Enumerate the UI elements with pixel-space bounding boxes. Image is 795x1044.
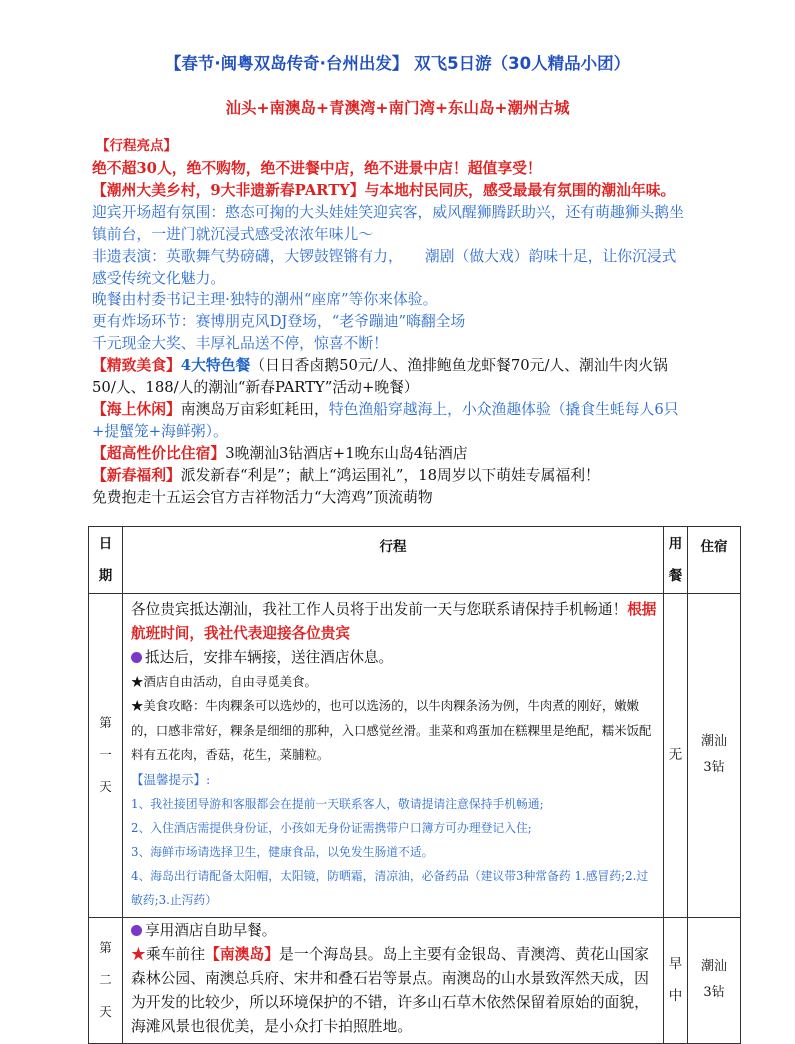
welcome-line: 迎宾开场超有氛围：憨态可掬的大头娃娃笑迎宾客，威风醒狮腾跃助兴，还有萌趣狮头鹅坐镇前台，一进门就沉浸式感受浓浓年味儿～: [92, 203, 684, 243]
day-1-tips-heading: 【温馨提示】:: [131, 771, 211, 787]
day-1-food: ★美食攻略：牛肉粿条可以选炒的，也可以选汤的，以牛肉粿条汤为例，牛肉煮的刚好，嫩嫩的，口感非常好，粿条是细细的那种，入口感觉丝滑。韭菜和鸡蛋加在糕粿里是绝配，糯米饭配料有五花肉，香菇，花生，菜脯粒。: [131, 698, 652, 763]
food-text: （日日香卤鹅50元/人、渔排鲍鱼龙虾餐70元/人、潮汕牛肉火锅50/人、188/人的潮汕“新春PARTY”活动+晚餐）: [92, 357, 668, 397]
gift-text: 派发新春“利是”；献上“鸿运围礼”，18周岁以下萌娃专属福利！: [180, 466, 600, 484]
no-shopping-line: 绝不超30人，绝不购物，绝不进餐中店，绝不进景中店！超值享受！: [92, 160, 542, 177]
sea-line: [92, 399, 688, 443]
highlights-section: [92, 158, 688, 509]
day-1-cell: [89, 594, 123, 918]
day-2-breakfast-text: 享用酒店自助早餐。: [145, 921, 277, 939]
header-meal: [664, 527, 688, 594]
day-2-ride: 乘车前往: [145, 945, 206, 963]
day-2-label: 第二天: [99, 940, 112, 1020]
page-title: 【春节·闽粤双岛传奇·台州出发】 双飞5日游（30人精品小团）: [164, 54, 631, 73]
sea-text-blue: 特色渔船穿越海上，小众渔趣体验（撬食生蚝每人6只+提蟹笼+海鲜粥）。: [92, 400, 679, 440]
day-1-intro-text: 各位贵宾抵达潮汕，我社工作人员将于出发前一天与您联系请保持手机畅通！: [131, 601, 628, 618]
dinner-line: 晚餐由村委书记主理·独特的潮州“座席”等你来体验。: [92, 291, 438, 309]
day-1-arrive-text: 抵达后，安排车辆接，送往酒店休息。: [145, 649, 394, 666]
day-2-meal: [664, 917, 688, 1043]
day-1-free: ★酒店自由活动，自由寻觅美食。: [131, 674, 317, 689]
village-party-line: 【潮州大美乡村，9大非遗新春PARTY】与本地村民同庆，感受最最有氛围的潮汕年味。: [92, 181, 676, 199]
table-header-row: [89, 527, 741, 594]
day-2-breakfast: [131, 919, 657, 943]
table-row: [89, 594, 741, 918]
day-2-desc-text: 是一个海岛县。岛上主要有金银岛、青澳湾、黄花山国家森林公园、南澳总兵府、宋井和叠石岩等景点。南澳岛的山水景致浑然天成，因为开发的比较少，所以环境保护的不错，许多山石草木依然保留着原始的面貌，海滩风景也很优美，是小众打卡拍照胜地。: [131, 945, 649, 1035]
table-row: [89, 917, 741, 1043]
dj-line: 更有炸场环节：赛博朋克风DJ登场，“老爷蹦迪”嗨翻全场: [92, 313, 466, 331]
prize-line: 千元现金大奖、丰厚礼品送不停，惊喜不断！: [92, 335, 388, 353]
day-1-arrive: [131, 646, 657, 670]
route-subtitle: 汕头+南澳岛+青澳湾+南门湾+东山岛+潮州古城: [225, 99, 570, 117]
hotel-line: [92, 443, 688, 465]
header-day-text: 日期: [98, 536, 113, 584]
header-plan: 行程: [123, 527, 664, 594]
day-2-stay-text: 潮汕3钻: [700, 959, 727, 1001]
gift-line-2: 免费抱走十五运会官方吉祥物活力“大湾鸡”顶流萌物: [92, 488, 433, 506]
gift-tag: 【新春福利】: [92, 466, 181, 484]
day-1-stay-text: 潮汕3钻: [700, 734, 727, 776]
day-1-intro: [131, 598, 657, 646]
food-tag: 【精致美食】: [92, 357, 181, 375]
day-1-stay: [688, 594, 741, 918]
sea-tag: 【海上休闲】: [92, 400, 181, 418]
day-2-meal-text: 早中: [668, 956, 683, 1005]
gift-line: [92, 465, 688, 487]
day-1-tip-2: 2、入住酒店需提供身份证，小孩如无身份证需携带户口簿方可办理登记入住;: [131, 820, 532, 835]
day-1-label: 第一天: [99, 715, 112, 795]
food-line: [92, 355, 688, 399]
day-2-stay: [688, 917, 741, 1043]
purple-dot-icon: [131, 652, 142, 663]
day-2-ride-red: 【南澳岛】: [205, 945, 280, 963]
day-1-plan: [123, 594, 664, 918]
header-meal-text: 用餐: [668, 536, 683, 584]
food-head: 4大特色餐: [180, 357, 251, 375]
day-1-tip-1: 1、我社接团导游和客服都会在提前一天联系客人，敬请提请注意保持手机畅通;: [131, 796, 544, 811]
day-2-plan: [123, 917, 664, 1043]
header-day: [89, 527, 123, 594]
header-stay: 住宿: [688, 527, 741, 594]
day-2-desc: [131, 943, 657, 1039]
hotel-tag: 【超高性价比住宿】: [92, 444, 226, 462]
day-1-tip-4: 4、海岛出行请配备太阳帽，太阳镜，防晒霜，清凉油，必备药品（建议带3种常备药 1.感冒药;2.过敏药;3.止泻药）: [131, 869, 649, 908]
day-1-intro-red: 根据航班时间，我社代表迎接各位贵宾: [131, 601, 657, 642]
itinerary-table: [88, 526, 741, 1044]
sea-text-black: 南澳岛万亩彩虹耗田，: [180, 400, 329, 418]
star-icon: ★: [131, 945, 146, 963]
day-1-tip-3: 3、海鲜市场请选择卫生，健康食品，以免发生肠道不适。: [131, 845, 434, 860]
day-1-meal: 无: [664, 594, 688, 918]
highlights-label: 【行程亮点】: [96, 138, 177, 154]
performance-line: 非遗表演：英歌舞气势磅礴，大锣鼓铿锵有力， 潮剧（做大戏）韵味十足，让你沉浸式感受传统文化魅力。: [92, 247, 677, 287]
purple-dot-icon: [131, 925, 142, 936]
day-2-cell: [89, 917, 123, 1043]
hotel-text: 3晚潮汕3钻酒店+1晚东山岛4钻酒店: [225, 444, 468, 462]
